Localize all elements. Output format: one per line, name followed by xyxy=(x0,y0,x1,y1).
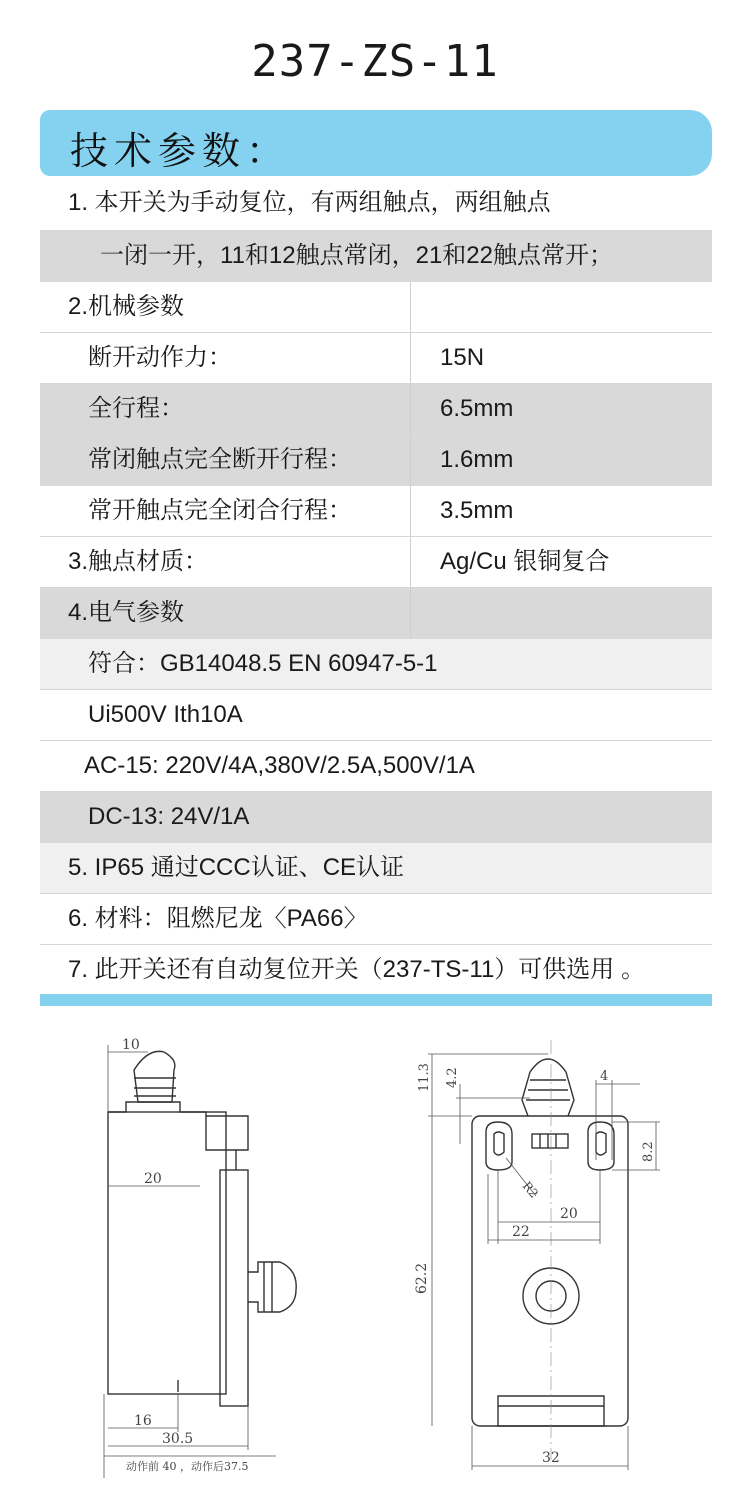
spec-row xyxy=(40,282,712,333)
dim-left-top: 10 xyxy=(122,1037,140,1053)
spec-label: 4.电气参数 xyxy=(68,599,185,626)
column-divider xyxy=(410,333,411,383)
dim-right-wtotal: 32 xyxy=(542,1450,560,1466)
spec-label: 7. 此开关还有自动复位开关（237-TS-11）可供选用 。 xyxy=(68,956,645,983)
dim-left-mid: 20 xyxy=(144,1171,162,1187)
spec-row xyxy=(40,333,712,384)
spec-row xyxy=(40,537,712,588)
spec-value: 15N xyxy=(440,344,485,371)
spec-label: 全行程： xyxy=(88,395,184,422)
dim-left-note: 动作前 40 ，动作后37.5 xyxy=(126,1460,249,1473)
spec-value: 1.6mm xyxy=(440,446,514,473)
spec-row xyxy=(40,690,712,741)
column-divider xyxy=(410,282,411,332)
spec-label: 断开动作力： xyxy=(88,344,232,371)
spec-row xyxy=(40,178,712,231)
section-banner xyxy=(40,110,712,176)
spec-row xyxy=(40,588,712,639)
side-plunger xyxy=(134,1051,175,1102)
spec-value: Ag/Cu 银铜复合 xyxy=(440,548,610,575)
dim-right-wouter: 22 xyxy=(512,1224,530,1240)
accent-divider xyxy=(40,994,712,1006)
front-plunger xyxy=(522,1059,574,1116)
spec-label: 常开触点完全闭合行程： xyxy=(88,497,352,524)
spec-label: 5. IP65 通过CCC认证、CE认证 xyxy=(68,854,405,881)
column-divider xyxy=(410,537,411,587)
technical-drawing xyxy=(0,1010,750,1500)
spec-row xyxy=(40,741,712,792)
spec-label: 1. 本开关为手动复位，有两组触点，两组触点 xyxy=(68,189,551,216)
product-title: 237-ZS-11 xyxy=(251,36,499,87)
spec-table xyxy=(40,178,712,995)
dim-right-h2: 4.2 xyxy=(445,1067,460,1088)
front-body xyxy=(472,1116,628,1426)
spec-row xyxy=(40,435,712,486)
spec-label: 常闭触点完全断开行程： xyxy=(88,446,352,473)
spec-label: 符合：GB14048.5 EN 60947-5-1 xyxy=(88,650,438,677)
side-cover xyxy=(220,1170,248,1406)
spec-row xyxy=(40,639,712,690)
dim-left-bottom1: 16 xyxy=(134,1413,152,1429)
dim-right-wtop: 4 xyxy=(600,1069,609,1084)
column-divider xyxy=(410,384,411,434)
spec-row xyxy=(40,792,712,843)
column-divider xyxy=(410,588,411,638)
spec-value: 6.5mm xyxy=(440,395,514,422)
spec-row xyxy=(40,945,712,995)
column-divider xyxy=(410,486,411,536)
spec-value: 3.5mm xyxy=(440,497,514,524)
dim-right-hslot: 8.2 xyxy=(641,1141,656,1162)
spec-row xyxy=(40,843,712,894)
dim-right-winner: 20 xyxy=(560,1206,578,1222)
dim-right-h1: 11.3 xyxy=(417,1063,432,1092)
spec-label: 3.触点材质： xyxy=(68,548,209,575)
spec-row xyxy=(40,384,712,435)
spec-label: DC-13: 24V/1A xyxy=(88,803,250,830)
spec-row xyxy=(40,894,712,945)
spec-label: 6. 材料：阻燃尼龙〈PA66〉 xyxy=(68,905,368,932)
spec-label: 一闭一开，11和12触点常闭，21和22触点常开； xyxy=(100,242,613,269)
left-slot xyxy=(486,1122,512,1170)
dim-left-bottom2: 30.5 xyxy=(162,1431,194,1447)
spec-row xyxy=(40,231,712,282)
spec-row xyxy=(40,486,712,537)
dim-right-radius: R2 xyxy=(519,1178,542,1201)
dim-right-htotal: 62.2 xyxy=(414,1262,430,1294)
side-body xyxy=(108,1112,226,1394)
banner-title: 技术参数： xyxy=(70,129,291,173)
right-slot xyxy=(588,1122,614,1170)
spec-label: 2.机械参数 xyxy=(68,293,185,320)
front-slit xyxy=(532,1134,568,1148)
spec-label: AC-15: 220V/4A,380V/2.5A,500V/1A xyxy=(84,752,475,779)
spec-label: Ui500V Ith10A xyxy=(88,701,243,728)
column-divider xyxy=(410,435,411,485)
